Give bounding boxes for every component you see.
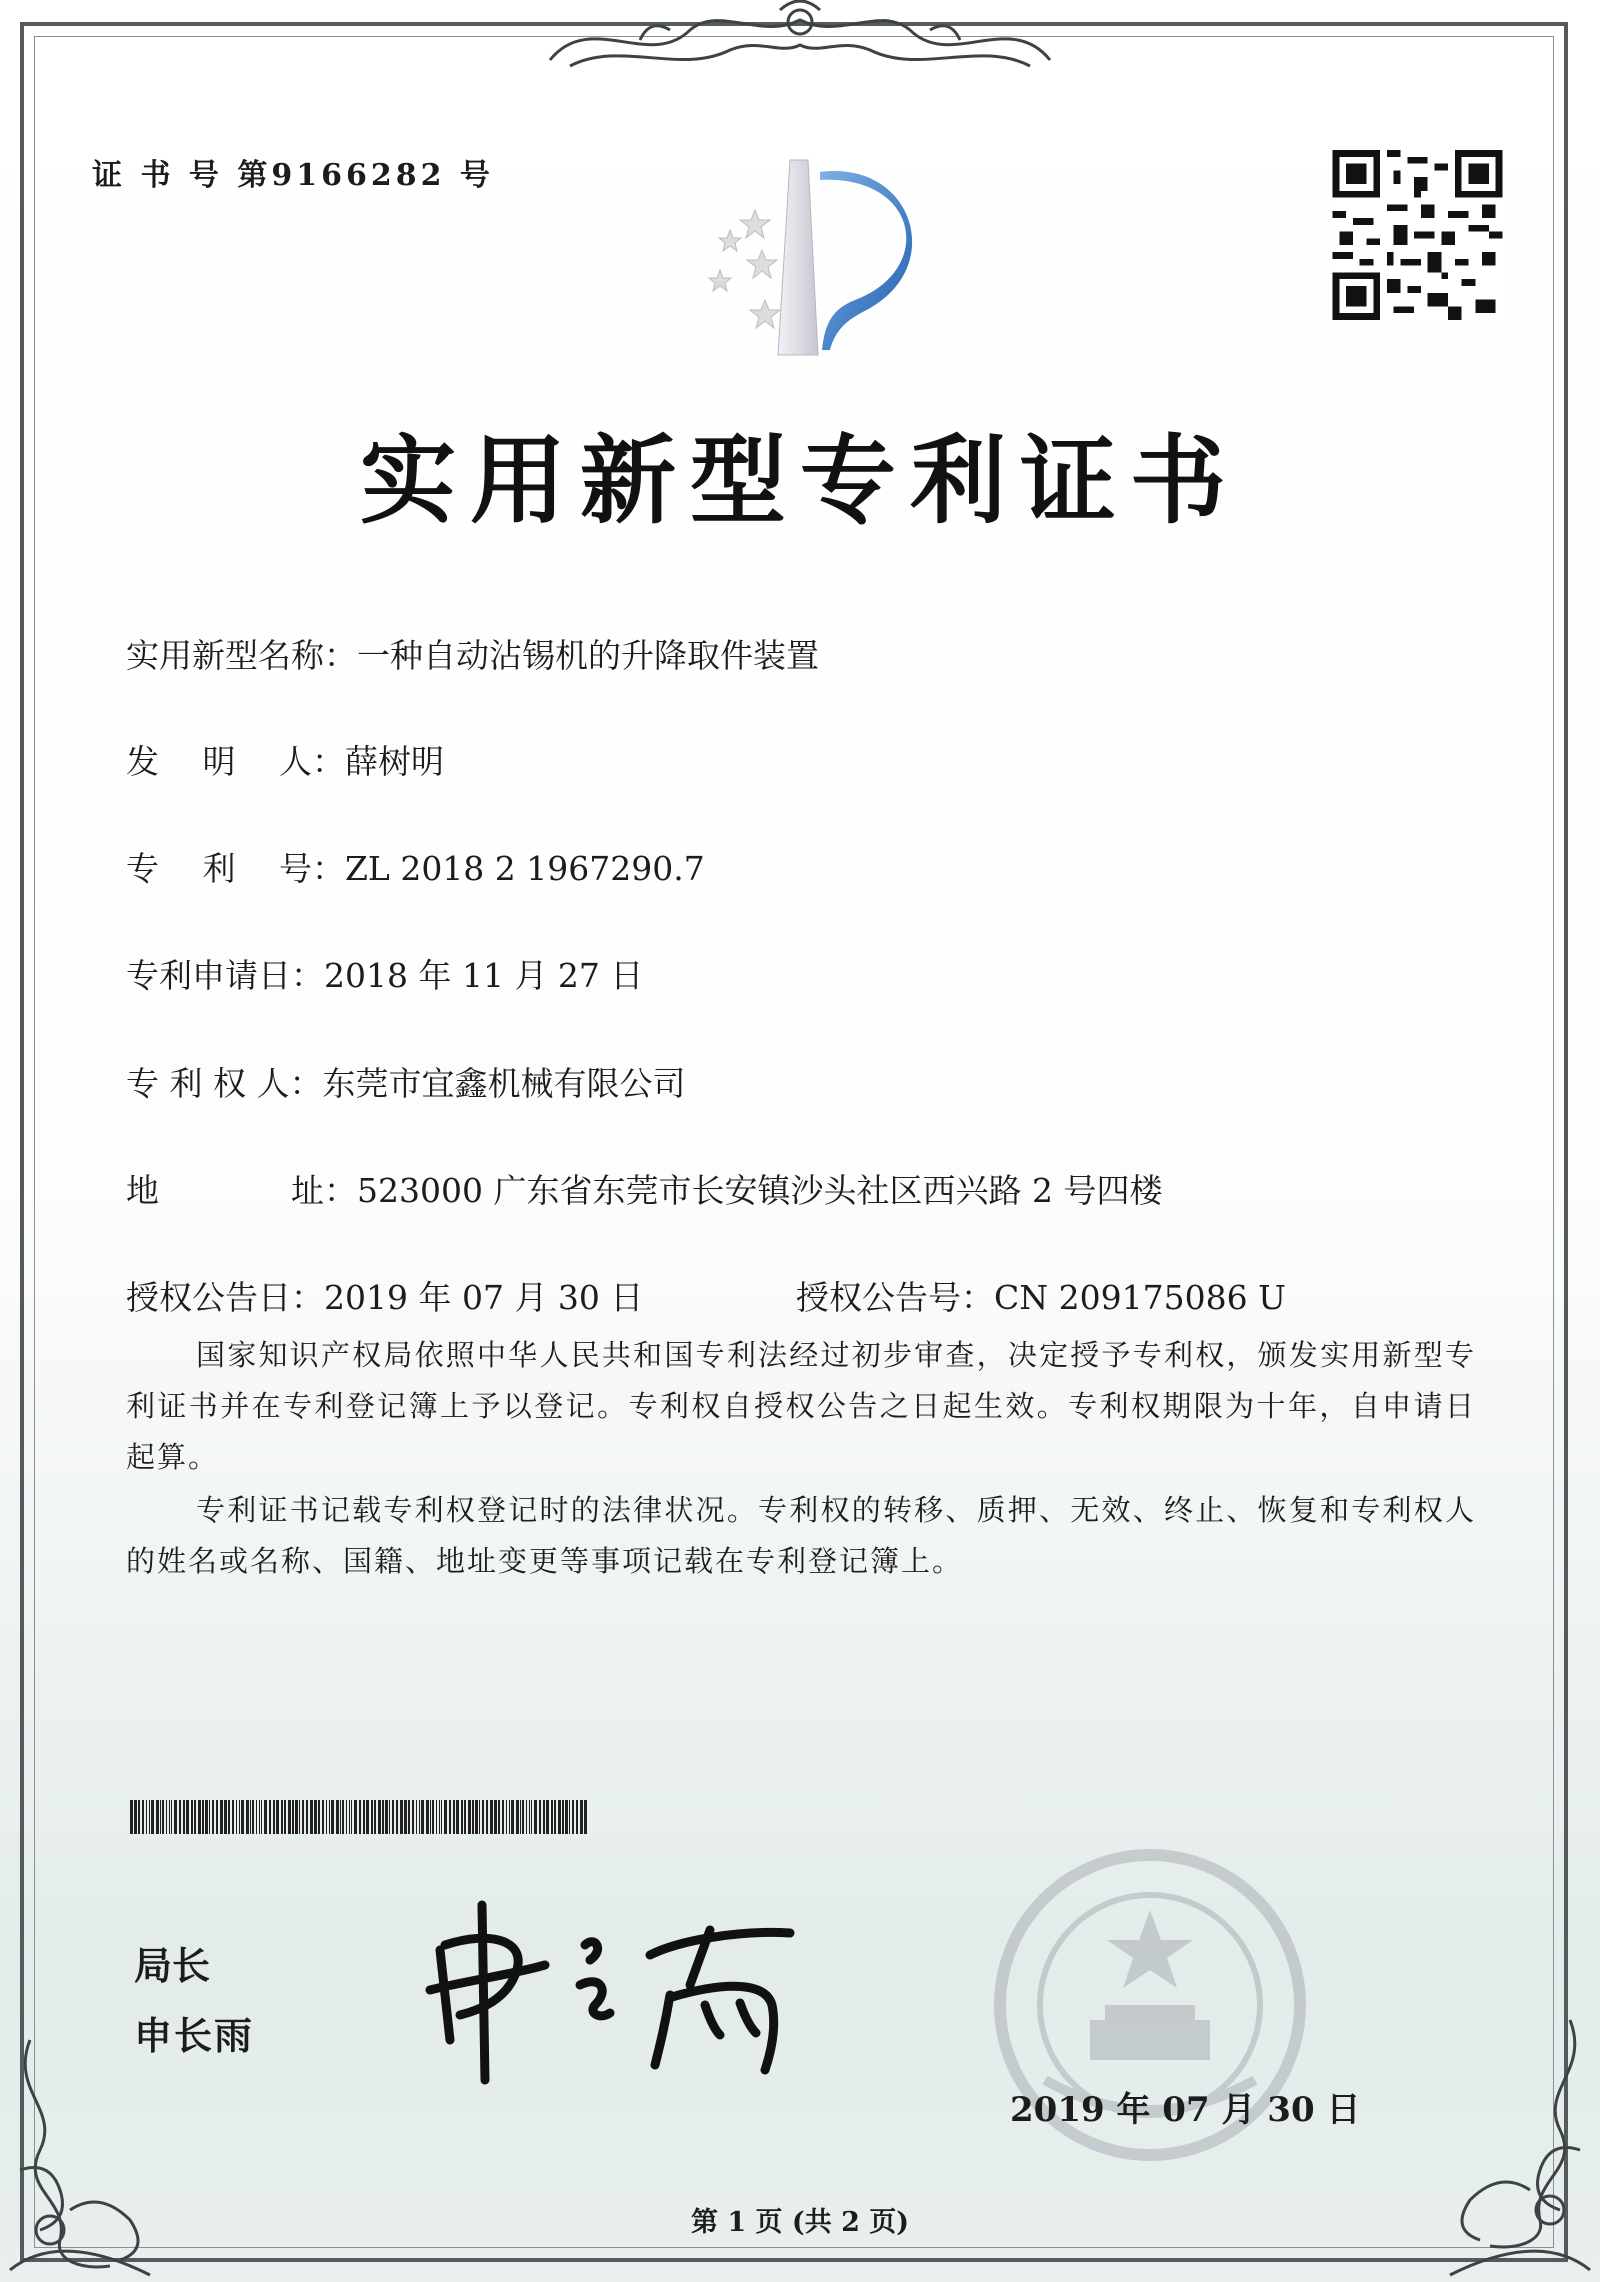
signatory-name: 申长雨 <box>134 2014 255 2058</box>
field-label: 地 址： <box>126 1171 357 1210</box>
field-value: 一种自动沾锡机的升降取件装置 <box>357 636 819 675</box>
field-label: 专利申请日： <box>126 956 324 995</box>
top-ornament-icon <box>530 0 1070 80</box>
field-grant-number <box>796 1272 1286 1319</box>
field-label: 实用新型名称： <box>126 636 357 675</box>
field-value: 东莞市宜鑫机械有限公司 <box>322 1064 686 1103</box>
field-application-date <box>126 950 643 997</box>
qr-code-icon <box>1330 150 1505 320</box>
field-value: CN 209175086 U <box>994 1278 1286 1317</box>
page-indicator: 第 1 页 (共 2 页) <box>690 2207 910 2238</box>
field-patentee <box>126 1058 685 1105</box>
field-label: 发 明 人： <box>126 742 345 781</box>
field-value: 523000 广东省东莞市长安镇沙头社区西兴路 2 号四楼 <box>357 1171 1163 1210</box>
legal-paragraph-1: 国家知识产权局依照中华人民共和国专利法经过初步审查，决定授予专利权，颁发实用新型专利证书并在专利登记簿上予以登记。专利权自授权公告之日起生效。专利权期限为十年，自申请日起算。 <box>126 1338 1476 1474</box>
field-grant-date <box>126 1272 643 1319</box>
bottom-right-ornament-icon <box>1430 2010 1600 2282</box>
handwritten-signature-icon <box>420 1895 820 2085</box>
field-address <box>126 1165 1162 1212</box>
certificate-title: 实用新型专利证书 <box>360 424 1240 537</box>
field-inventor <box>126 736 444 783</box>
signatory-role: 局长 <box>134 1944 211 1988</box>
field-label: 专 利 权 人： <box>126 1064 323 1103</box>
certificate-number: 证 书 号 第9166282 号 <box>92 158 494 193</box>
field-utility-model-name <box>126 630 819 677</box>
barcode-icon <box>130 1800 590 1834</box>
patent-office-logo-icon <box>660 150 940 370</box>
field-label: 授权公告号： <box>796 1278 994 1317</box>
field-label: 专 利 号： <box>126 849 345 888</box>
issue-date: 2019 年 07 月 30 日 <box>1010 2090 1361 2130</box>
field-value: 2018 年 11 月 27 日 <box>324 956 644 995</box>
bottom-left-ornament-icon <box>0 2030 170 2282</box>
field-value: 2019 年 07 月 30 日 <box>324 1278 644 1317</box>
field-value: ZL 2018 2 1967290.7 <box>344 849 705 888</box>
field-patent-number <box>126 843 705 890</box>
legal-paragraph-2: 专利证书记载专利权登记时的法律状况。专利权的转移、质押、无效、终止、恢复和专利权人的姓名或名称、国籍、地址变更等事项记载在专利登记簿上。 <box>126 1493 1476 1578</box>
field-value: 薛树明 <box>344 742 444 781</box>
field-label: 授权公告日： <box>126 1278 324 1317</box>
